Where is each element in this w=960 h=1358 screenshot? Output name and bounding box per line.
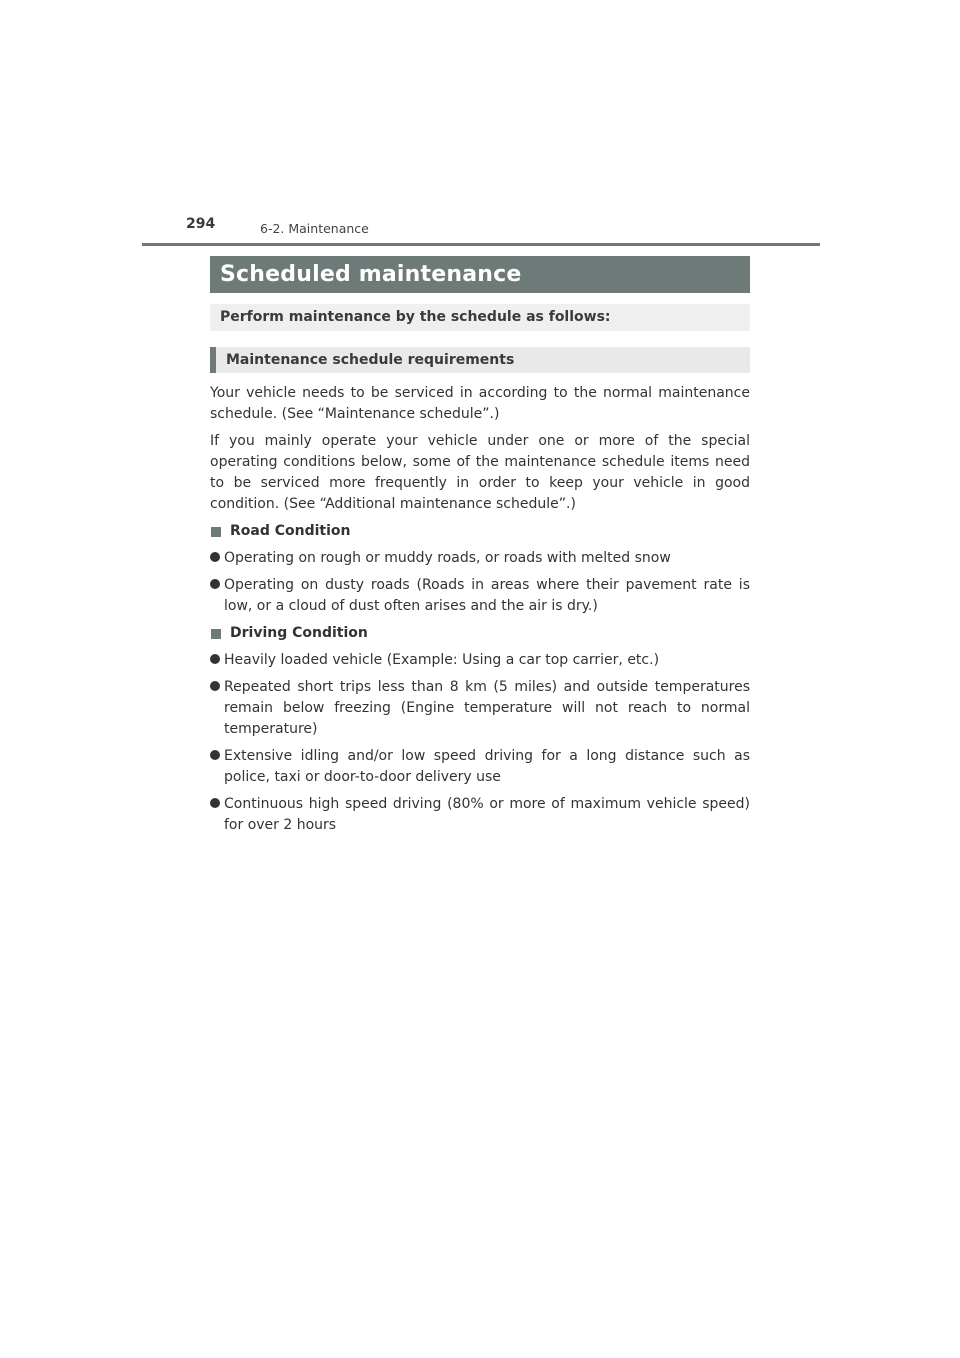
page-title: Scheduled maintenance	[210, 256, 750, 293]
list-item-text: Operating on rough or muddy roads, or roads with melted snow	[224, 550, 671, 566]
paragraph: Your vehicle needs to be serviced in according to the normal maintenance schedule. (See “Maintenance schedule”.)	[210, 385, 750, 422]
list-item	[210, 794, 750, 836]
driving-condition-heading	[210, 623, 750, 644]
bullet-icon	[210, 654, 220, 664]
bullet-icon	[210, 579, 220, 589]
list-item-text: Continuous high speed driving (80% or more of maximum vehicle speed) for over 2 hours	[224, 796, 750, 833]
paragraph: If you mainly operate your vehicle under one or more of the special operating conditions below, some of the maintenance schedule items need to be serviced more frequently in order to keep your vehicle in good condition. (See “Additional maintenance schedule”.)	[210, 433, 750, 512]
body-content	[210, 383, 750, 842]
road-condition-heading	[210, 521, 750, 542]
list-item-text: Heavily loaded vehicle (Example: Using a car top carrier, etc.)	[224, 652, 660, 668]
bullet-icon	[210, 681, 220, 691]
list-item-text: Repeated short trips less than 8 km (5 miles) and outside temperatures remain below freezing (Engine temperature will not reach to normal temperature)	[224, 679, 750, 737]
list-item-text: Operating on dusty roads (Roads in areas where their pavement rate is low, or a cloud of dust often arises and the air is dry.)	[224, 577, 750, 614]
list-item	[210, 677, 750, 740]
square-bullet-icon	[211, 629, 221, 639]
list-item	[210, 575, 750, 617]
list-item	[210, 650, 750, 671]
header-rule	[142, 243, 820, 246]
list-item	[210, 548, 750, 569]
driving-condition-heading-label: Driving Condition	[230, 625, 368, 641]
page-number: 294	[186, 216, 216, 232]
section-label: 6-2. Maintenance	[260, 221, 369, 236]
list-item	[210, 746, 750, 788]
list-item-text: Extensive idling and/or low speed driving for a long distance such as police, taxi or door-to-door delivery use	[224, 748, 750, 785]
bullet-icon	[210, 750, 220, 760]
subsection-heading: Maintenance schedule requirements	[210, 347, 750, 373]
bullet-icon	[210, 798, 220, 808]
intro-box: Perform maintenance by the schedule as follows:	[210, 304, 750, 331]
bullet-icon	[210, 552, 220, 562]
square-bullet-icon	[211, 527, 221, 537]
road-condition-heading-label: Road Condition	[230, 523, 351, 539]
